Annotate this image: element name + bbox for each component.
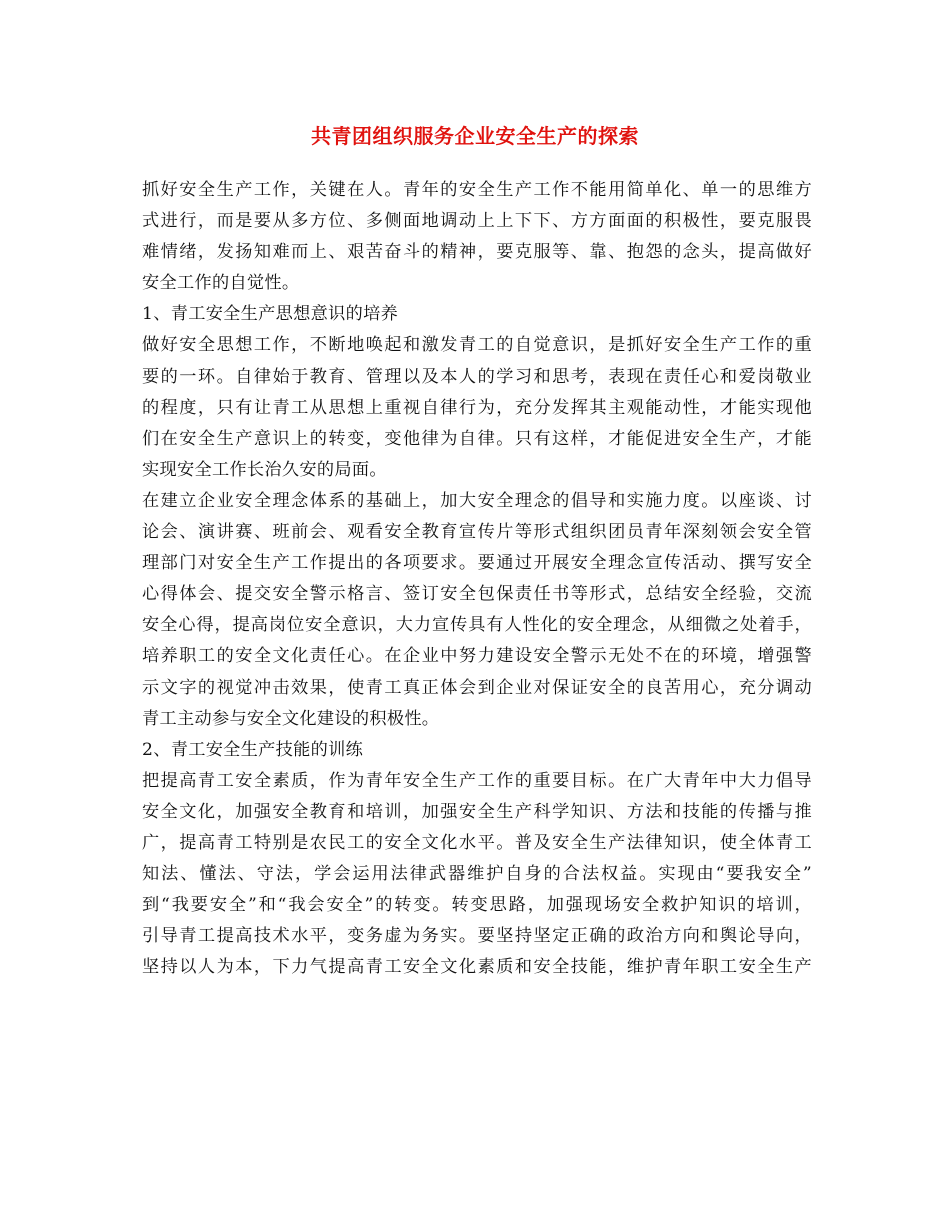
body-line: 到“我要安全”和“我会安全”的转变。转变思路，加强现场安全救护知识的培训， <box>142 895 812 916</box>
body-line: 做好安全思想工作，不断地唤起和激发青工的自觉意识，是抓好安全生产工作的重 <box>142 335 812 356</box>
body-line: 青工主动参与安全文化建设的积极性。 <box>142 708 440 729</box>
body-line: 把提高青工安全素质，作为青年安全生产工作的重要目标。在广大青年中大力倡导 <box>142 770 812 791</box>
body-line: 安全文化，加强安全教育和培训，加强安全生产科学知识、方法和技能的传播与推 <box>142 801 812 822</box>
body-line: 安全工作的自觉性。 <box>142 273 300 294</box>
body-line: 心得体会、提交安全警示格言、签订安全包保责任书等形式，总结安全经验，交流 <box>142 584 812 605</box>
body-line: 安全心得，提高岗位安全意识，大力宣传具有人性化的安全理念，从细微之处着手， <box>142 615 812 636</box>
body-line: 广，提高青工特别是农民工的安全文化水平。普及安全生产法律知识，使全体青工 <box>142 832 812 853</box>
body-line: 1、青工安全生产思想意识的培养 <box>142 304 399 325</box>
body-line: 抓好安全生产工作，关键在人。青年的安全生产工作不能用简单化、单一的思维方 <box>142 180 812 200</box>
body-line: 理部门对安全生产工作提出的各项要求。要通过开展安全理念宣传活动、撰写安全 <box>142 553 812 574</box>
body-line: 引导青工提高技术水平，变务虚为务实。要坚持坚定正确的政治方向和舆论导向， <box>142 926 812 947</box>
body-line: 要的一环。自律始于教育、管理以及本人的学习和思考，表现在责任心和爱岗敬业 <box>142 366 812 387</box>
body-line: 培养职工的安全文化责任心。在企业中努力建设安全警示无处不在的环境，增强警 <box>142 646 812 667</box>
document-body <box>142 175 812 983</box>
body-line: 论会、演讲赛、班前会、观看安全教育宣传片等形式组织团员青年深刻领会安全管 <box>142 522 812 543</box>
body-line: 实现安全工作长治久安的局面。 <box>142 459 387 480</box>
body-line: 2、青工安全生产技能的训练 <box>142 739 364 760</box>
body-line: 难情绪，发扬知难而上、艰苦奋斗的精神，要克服等、靠、抱怨的念头，提高做好 <box>142 242 812 263</box>
body-line: 坚持以人为本，下力气提高青工安全文化素质和安全技能，维护青年职工安全生产 <box>142 957 812 978</box>
body-line: 的程度，只有让青工从思想上重视自律行为，充分发挥其主观能动性，才能实现他 <box>142 397 812 418</box>
body-line: 们在安全生产意识上的转变，变他律为自律。只有这样，才能促进安全生产，才能 <box>142 428 812 449</box>
body-line: 式进行，而是要从多方位、多侧面地调动上上下下、方方面面的积极性，要克服畏 <box>142 211 812 232</box>
body-line: 知法、懂法、守法，学会运用法律武器维护自身的合法权益。实现由“要我安全” <box>142 864 812 885</box>
document-title: 共青团组织服务企业安全生产的探索 <box>311 124 639 148</box>
body-line: 在建立企业安全理念体系的基础上，加大安全理念的倡导和实施力度。以座谈、讨 <box>142 490 812 511</box>
body-line: 示文字的视觉冲击效果，使青工真正体会到企业对保证安全的良苦用心，充分调动 <box>142 677 812 698</box>
